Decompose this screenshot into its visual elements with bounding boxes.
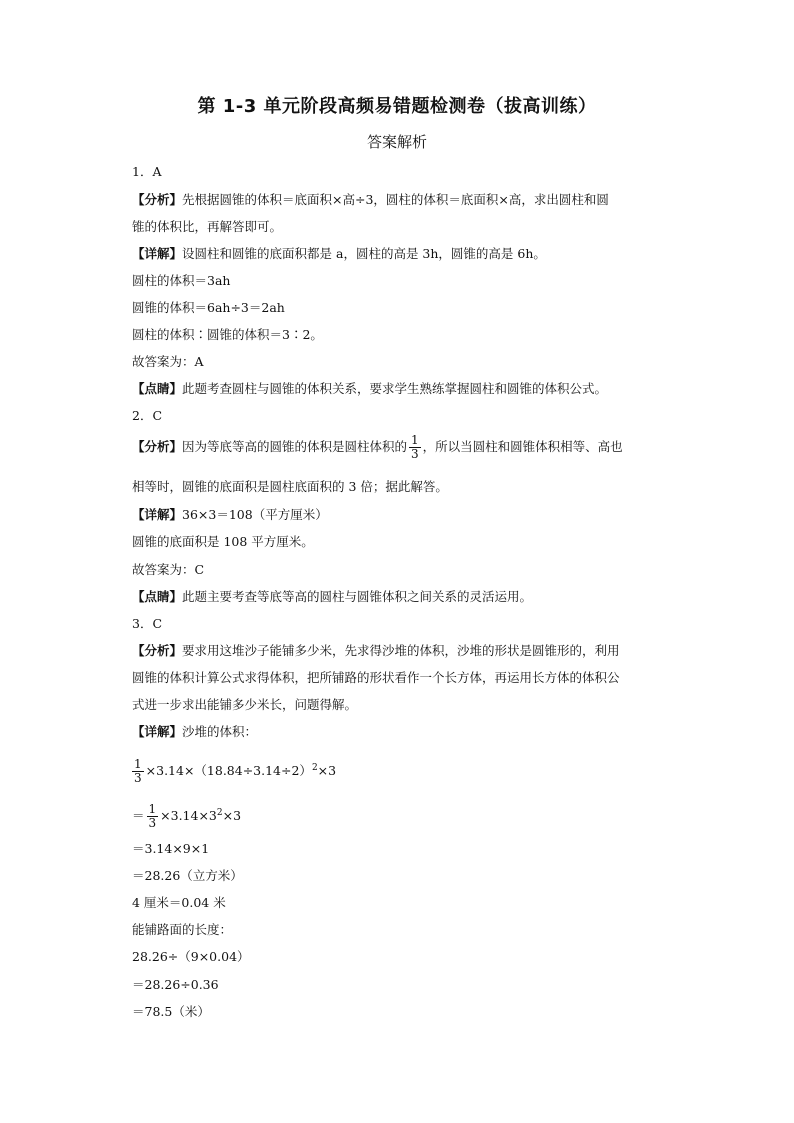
q3-detail-line-1 xyxy=(132,723,684,741)
comment-label: 【点睛】 xyxy=(132,381,183,396)
calc-text-a: ×3.14×3 xyxy=(160,808,217,823)
q3-calc-line-1 xyxy=(132,758,684,785)
q3-calc-line-7: 28.26÷（9×0.04） xyxy=(132,949,250,964)
detail-label: 【详解】 xyxy=(132,246,183,261)
fraction-denominator: 3 xyxy=(134,771,142,785)
q1-analysis-line-2: 锥的体积比，再解答即可。 xyxy=(132,219,283,234)
equals-sign: ＝ xyxy=(132,808,145,823)
detail-label: 【详解】 xyxy=(132,507,183,522)
fraction-one-third xyxy=(409,434,421,461)
q3-calc-line-3: ＝3.14×9×1 xyxy=(132,841,210,856)
fraction-denominator: 3 xyxy=(411,447,419,461)
fraction-one-third xyxy=(147,803,159,830)
q2-comment xyxy=(132,588,684,606)
analysis-text-a: 因为等底等高的圆锥的体积是圆柱体积的 xyxy=(182,439,408,454)
q1-line-4: 圆柱的体积∶圆锥的体积＝3∶2。 xyxy=(132,327,323,342)
analysis-text-b: ，所以当圆柱和圆锥体积相等、高也 xyxy=(422,439,623,454)
fraction-numerator: 1 xyxy=(134,757,142,771)
exponent: 2 xyxy=(216,807,223,818)
q3-calc-line-2 xyxy=(132,803,684,830)
page-subtitle: 答案解析 xyxy=(366,133,427,151)
q3-calc-line-4: ＝28.26（立方米） xyxy=(132,868,243,883)
q3-calc-line-6: 能铺路面的长度： xyxy=(132,922,233,937)
detail-text: 36×3＝108（平方厘米） xyxy=(182,507,328,522)
calc-text-b: ×3 xyxy=(222,808,242,823)
q2-answer: 故答案为：C xyxy=(132,562,205,577)
q1-number: 1．A xyxy=(132,164,162,179)
fraction-denominator: 3 xyxy=(148,816,157,830)
comment-label: 【点睛】 xyxy=(132,589,183,604)
analysis-text: 要求用这堆沙子能铺多少米，先求得沙堆的体积，沙堆的形状是圆锥形的，利用 xyxy=(182,643,620,658)
q1-comment xyxy=(132,380,684,398)
q3-calc-line-8: ＝28.26÷0.36 xyxy=(132,977,219,992)
fraction-numerator: 1 xyxy=(411,433,419,447)
q3-calc-line-5: 4 厘米＝0.04 米 xyxy=(132,895,226,910)
q1-answer: 故答案为：A xyxy=(132,354,204,369)
q3-analysis-line-2: 圆锥的体积计算公式求得体积，把所铺路的形状看作一个长方体，再运用长方体的体积公 xyxy=(132,670,620,685)
q1-line-3: 圆锥的体积＝6ah÷3＝2ah xyxy=(132,300,285,315)
comment-text: 此题主要考查等底等高的圆柱与圆锥体积之间关系的灵活运用。 xyxy=(182,589,533,604)
calc-text-b: ×3 xyxy=(317,763,337,778)
detail-text: 沙堆的体积： xyxy=(182,724,258,739)
q1-line-2: 圆柱的体积＝3ah xyxy=(132,273,231,288)
detail-text: 设圆柱和圆锥的底面积都是 a，圆柱的高是 3h，圆锥的高是 6h。 xyxy=(182,246,546,261)
q1-analysis-line-1 xyxy=(132,191,684,209)
exponent: 2 xyxy=(311,762,318,773)
q2-analysis-line-2: 相等时，圆锥的底面积是圆柱底面积的 3 倍；据此解答。 xyxy=(132,479,448,494)
q1-detail-line-1 xyxy=(132,245,684,263)
analysis-text: 先根据圆锥的体积＝底面积×高÷3，圆柱的体积＝底面积×高，求出圆柱和圆 xyxy=(182,192,609,207)
q2-detail-line-1 xyxy=(132,506,684,524)
fraction-numerator: 1 xyxy=(148,802,157,816)
detail-label: 【详解】 xyxy=(132,724,183,739)
q3-calc-line-9: ＝78.5（米） xyxy=(132,1004,210,1019)
calc-text-a: ×3.14×（18.84÷3.14÷2） xyxy=(145,763,312,778)
q3-analysis-line-3: 式进一步求出能铺多少米长，问题得解。 xyxy=(132,697,358,712)
q2-line-2: 圆锥的底面积是 108 平方厘米。 xyxy=(132,534,314,549)
q2-analysis-line-1 xyxy=(132,434,684,461)
fraction-one-third xyxy=(132,758,144,785)
page-title: 第 1-3 单元阶段高频易错题检测卷（拔高训练） xyxy=(197,96,597,117)
q2-number: 2．C xyxy=(132,408,163,423)
analysis-label: 【分析】 xyxy=(132,192,183,207)
analysis-label: 【分析】 xyxy=(132,439,183,454)
comment-text: 此题考查圆柱与圆锥的体积关系，要求学生熟练掌握圆柱和圆锥的体积公式。 xyxy=(182,381,608,396)
analysis-label: 【分析】 xyxy=(132,643,183,658)
q3-number: 3．C xyxy=(132,616,163,631)
q3-analysis-line-1 xyxy=(132,642,684,660)
